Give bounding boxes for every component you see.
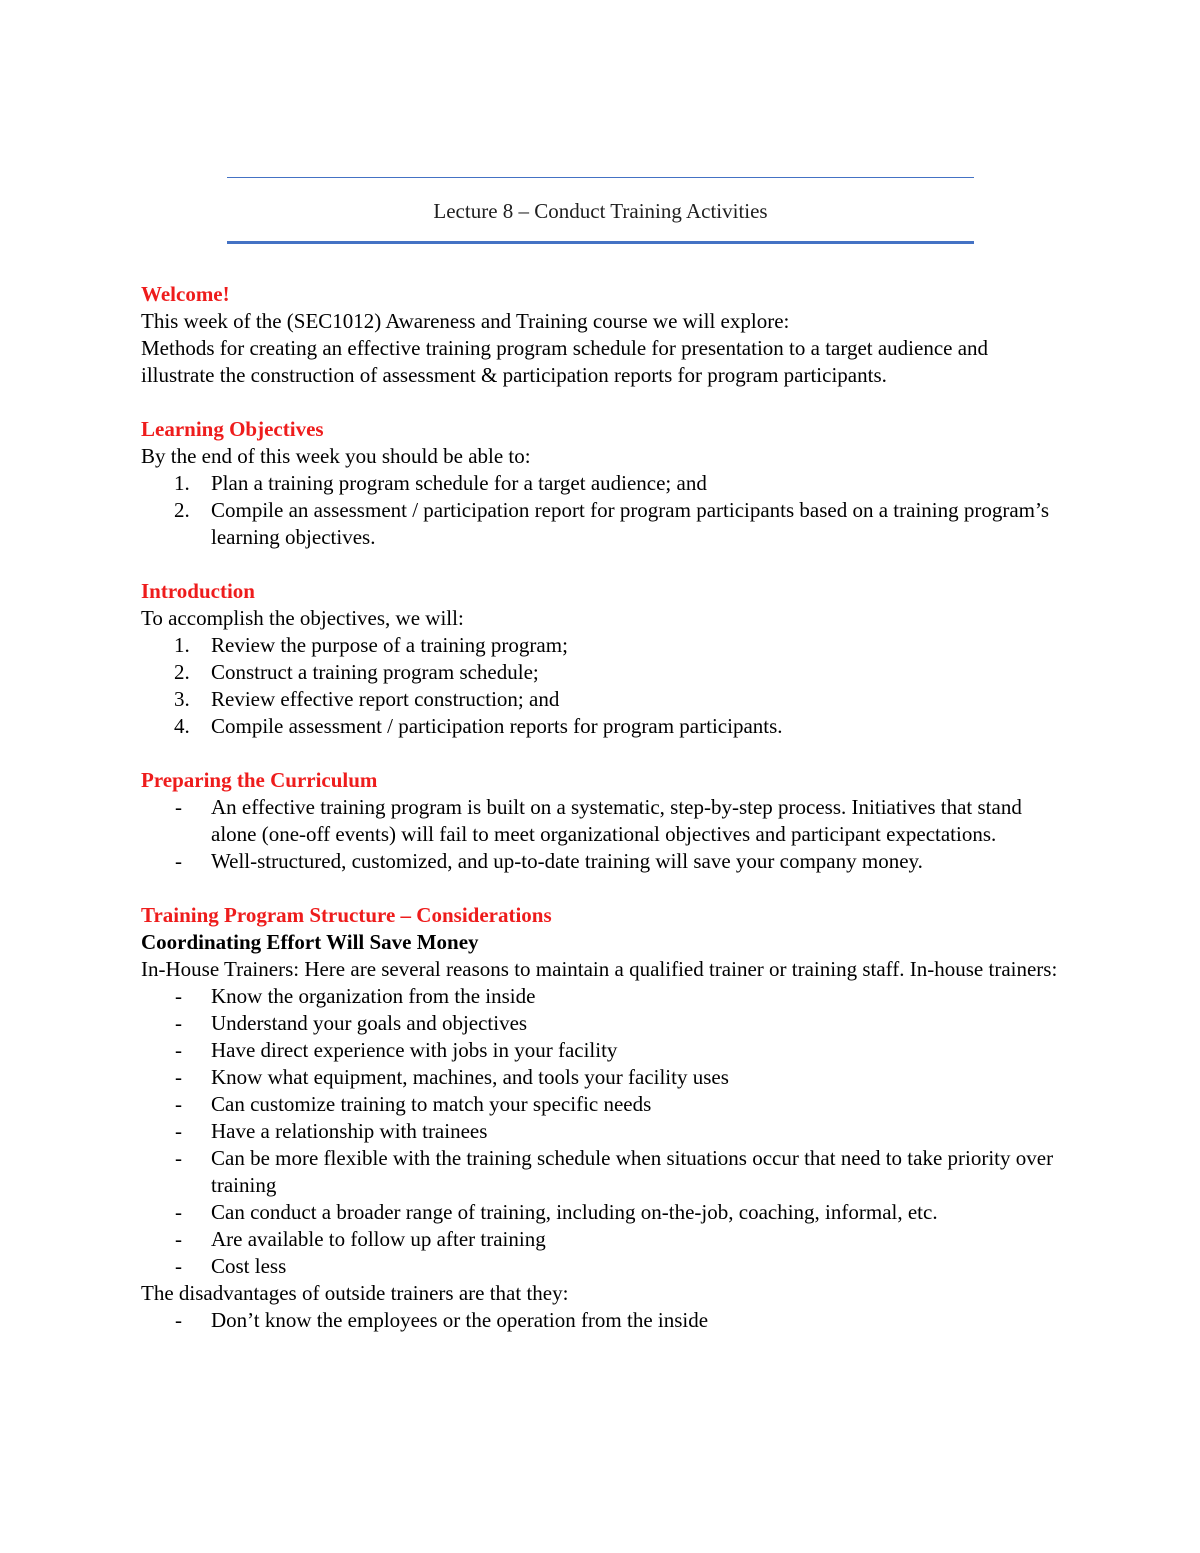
list-marker: - xyxy=(175,1038,182,1062)
list-marker: - xyxy=(175,1146,182,1170)
list-item xyxy=(141,1064,1061,1091)
list-marker: - xyxy=(175,1200,182,1224)
list-marker: - xyxy=(175,1119,182,1143)
list-item-text: Can be more flexible with the training schedule when situations occur that need to take priority over training xyxy=(211,1146,1054,1197)
list-item-text: Well-structured, customized, and up-to-date training will save your company money. xyxy=(211,849,923,873)
list-item xyxy=(141,1037,1061,1064)
list-item xyxy=(141,686,1061,713)
objectives-intro: By the end of this week you should be able to: xyxy=(141,444,531,468)
list-item-text: Can customize training to match your specific needs xyxy=(211,1092,652,1116)
list-marker: 1. xyxy=(174,633,190,657)
list-item-text: Have direct experience with jobs in your facility xyxy=(211,1038,618,1062)
list-item-text: Review the purpose of a training program; xyxy=(211,633,568,657)
in-house-trainer-list xyxy=(141,983,1061,1280)
structure-subheading: Coordinating Effort Will Save Money xyxy=(141,930,479,954)
document-body xyxy=(141,281,1061,1334)
list-item xyxy=(141,1253,1061,1280)
list-item-text: Compile an assessment / participation report for program participants based on a training program’s learning objectives. xyxy=(211,498,1050,549)
introduction-section xyxy=(141,578,1061,740)
list-item-text: Know what equipment, machines, and tools your facility uses xyxy=(211,1065,729,1089)
list-marker: 4. xyxy=(174,714,190,738)
list-item-text: Don’t know the employees or the operation from the inside xyxy=(211,1308,709,1332)
list-item-text: Compile assessment / participation reports for program participants. xyxy=(211,714,783,738)
page-title: Lecture 8 – Conduct Training Activities xyxy=(433,199,768,223)
welcome-line-2: Methods for creating an effective training program schedule for presentation to a target audience and illustrate the construction of assessment & participation reports for program participants. xyxy=(141,336,989,387)
list-item xyxy=(141,470,1061,497)
list-item xyxy=(141,1226,1061,1253)
list-marker: - xyxy=(175,984,182,1008)
list-marker: - xyxy=(175,1092,182,1116)
list-marker: - xyxy=(175,1308,182,1332)
welcome-heading: Welcome! xyxy=(141,282,230,306)
list-item xyxy=(141,497,1061,551)
list-item xyxy=(141,1307,1061,1334)
list-marker: 1. xyxy=(174,471,190,495)
introduction-heading: Introduction xyxy=(141,579,255,603)
list-marker: - xyxy=(175,1254,182,1278)
objectives-section xyxy=(141,416,1061,551)
list-marker: 2. xyxy=(174,498,190,522)
list-item-text: Understand your goals and objectives xyxy=(211,1011,528,1035)
list-marker: 3. xyxy=(174,687,190,711)
list-item-text: Cost less xyxy=(211,1254,287,1278)
list-item xyxy=(141,632,1061,659)
list-item xyxy=(141,1010,1061,1037)
title-bottom-rule xyxy=(227,241,974,244)
list-item-text: Have a relationship with trainees xyxy=(211,1119,488,1143)
list-item xyxy=(141,659,1061,686)
outside-trainer-list xyxy=(141,1307,1061,1334)
objectives-list xyxy=(141,470,1061,551)
list-item xyxy=(141,794,1061,848)
list-item-text: Can conduct a broader range of training, including on-the-job, coaching, informal, etc. xyxy=(211,1200,938,1224)
curriculum-section xyxy=(141,767,1061,875)
list-item xyxy=(141,1145,1061,1199)
list-item-text: Know the organization from the inside xyxy=(211,984,536,1008)
list-marker: - xyxy=(175,795,182,819)
list-item-text: An effective training program is built on a systematic, step-by-step process. Initiatives that stand alone (one-off events) will fail to meet organizational objectives and participant expectations. xyxy=(211,795,1022,846)
structure-heading: Training Program Structure – Considerations xyxy=(141,903,552,927)
introduction-list xyxy=(141,632,1061,740)
list-marker: 2. xyxy=(174,660,190,684)
list-item-text: Review effective report construction; and xyxy=(211,687,560,711)
list-item xyxy=(141,848,1061,875)
introduction-intro: To accomplish the objectives, we will: xyxy=(141,606,464,630)
list-marker: - xyxy=(175,1011,182,1035)
structure-intro: In-House Trainers: Here are several reasons to maintain a qualified trainer or training staff. In-house trainers: xyxy=(141,957,1058,981)
list-item-text: Construct a training program schedule; xyxy=(211,660,539,684)
outside-trainers-intro: The disadvantages of outside trainers are that they: xyxy=(141,1281,569,1305)
list-marker: - xyxy=(175,1227,182,1251)
curriculum-list xyxy=(141,794,1061,875)
list-item-text: Plan a training program schedule for a target audience; and xyxy=(211,471,707,495)
title-top-rule xyxy=(227,177,974,178)
list-item xyxy=(141,713,1061,740)
list-marker: - xyxy=(175,849,182,873)
list-item xyxy=(141,1118,1061,1145)
objectives-heading: Learning Objectives xyxy=(141,417,324,441)
curriculum-heading: Preparing the Curriculum xyxy=(141,768,378,792)
list-item xyxy=(141,1091,1061,1118)
welcome-line-1: This week of the (SEC1012) Awareness and Training course we will explore: xyxy=(141,309,790,333)
list-marker: - xyxy=(175,1065,182,1089)
structure-section xyxy=(141,902,1061,1334)
list-item xyxy=(141,1199,1061,1226)
list-item xyxy=(141,983,1061,1010)
welcome-section xyxy=(141,281,1061,389)
list-item-text: Are available to follow up after training xyxy=(211,1227,546,1251)
